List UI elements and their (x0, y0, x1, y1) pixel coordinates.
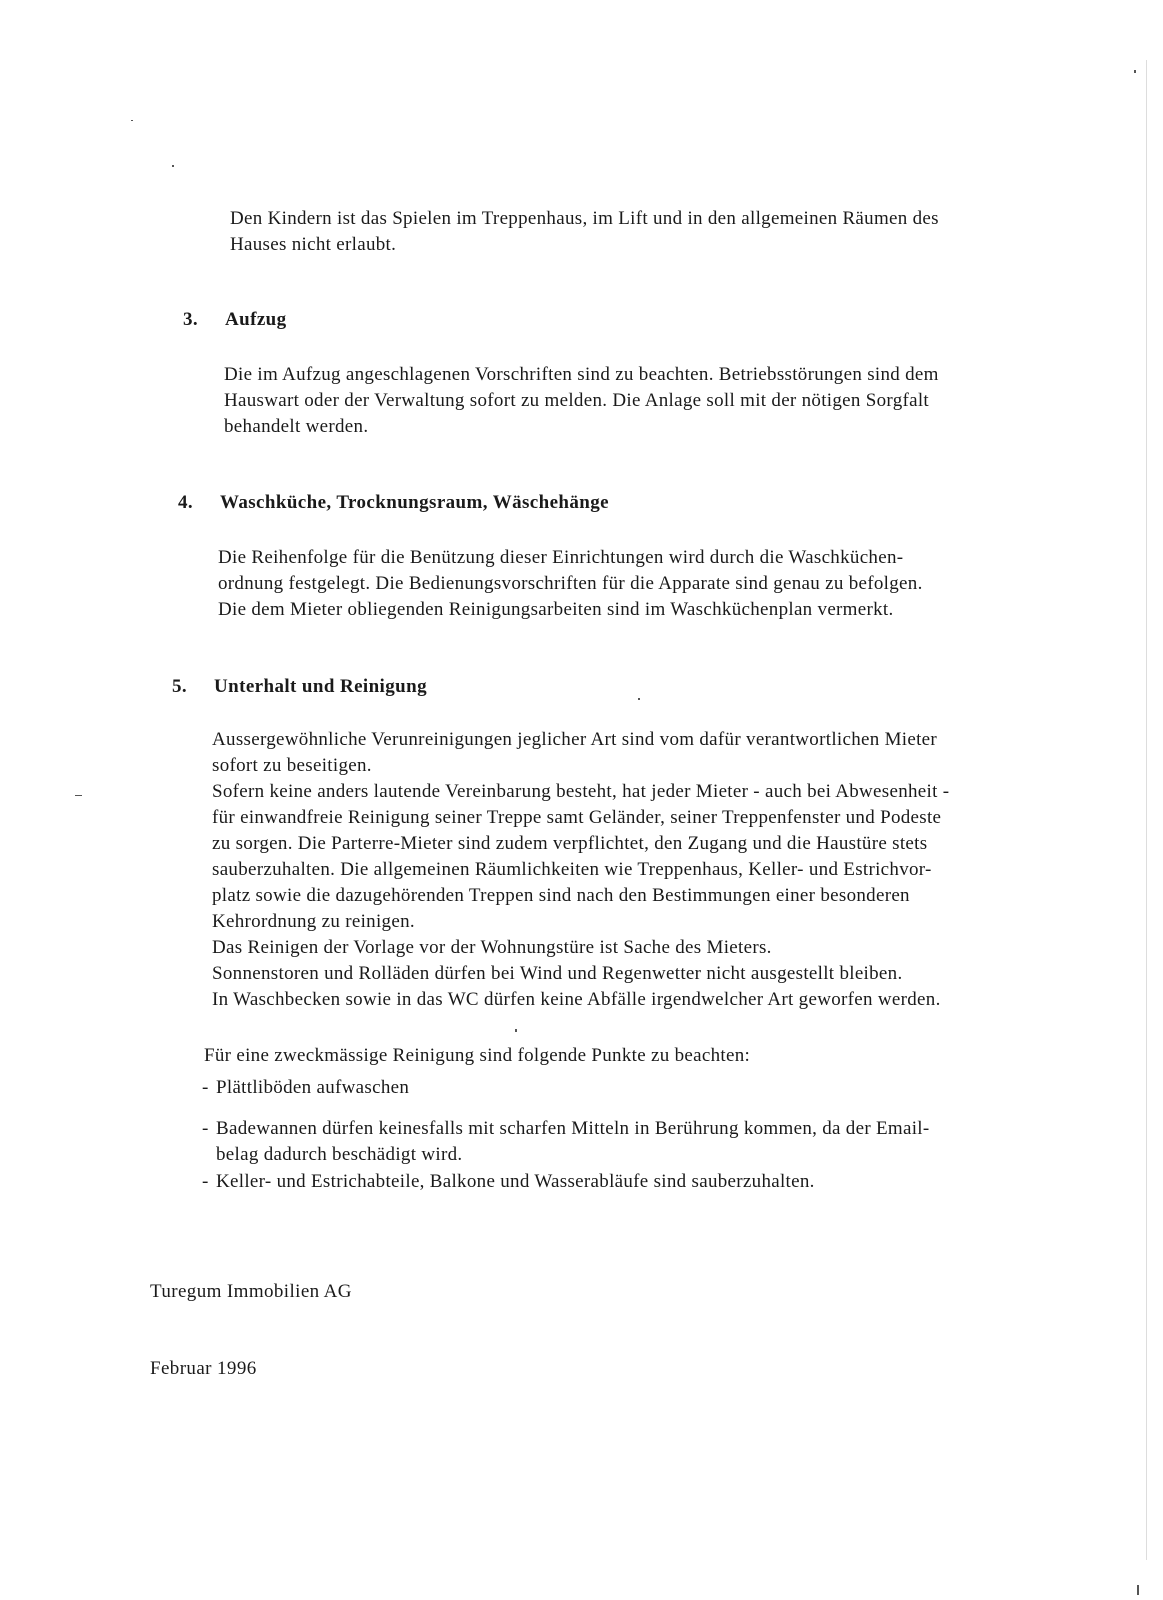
section-3-paragraph (224, 362, 1064, 440)
section-4-number: 4. (178, 492, 194, 513)
section-3-line: Hauswart oder der Verwaltung sofort zu melden. Die Anlage soll mit der nötigen Sorgfalt (224, 390, 930, 411)
list-item-text: Keller- und Estrichabteile, Balkone und Wasserabläufe sind sauberzuhalten. (216, 1171, 815, 1192)
section-5-line: zu sorgen. Die Parterre-Mieter sind zudem verpflichtet, den Zugang und die Haustüre stets (212, 833, 928, 854)
list-item (202, 1116, 930, 1168)
document-date: Februar 1996 (150, 1358, 257, 1379)
section-3-title: Aufzug (225, 309, 287, 330)
section-5-line: platz sowie die dazugehörenden Treppen sind nach den Bestimmungen einer besonderen (212, 885, 910, 906)
list-item (202, 1169, 815, 1195)
section-4-line: Die dem Mieter obliegenden Reinigungsarbeiten sind im Waschküchenplan vermerkt. (218, 599, 894, 620)
scan-speck (75, 795, 82, 796)
section-5-heading (172, 676, 427, 698)
section-5-line: In Waschbecken sowie in das WC dürfen keine Abfälle irgendwelcher Art geworfen werden. (212, 989, 941, 1010)
bullet-dash: - (202, 1077, 209, 1098)
section-3-heading (183, 309, 287, 331)
intro-line: Den Kindern ist das Spielen im Treppenhaus, im Lift und in den allgemeinen Räumen des (230, 208, 939, 229)
company-name: Turegum Immobilien AG (150, 1281, 352, 1302)
section-5-line: Sonnenstoren und Rolläden dürfen bei Wind und Regenwetter nicht ausgestellt bleiben. (212, 963, 903, 984)
scan-speck (1137, 1585, 1139, 1595)
section-5-line: Kehrordnung zu reinigen. (212, 911, 415, 932)
scan-speck (172, 165, 174, 167)
section-5-line: sauberzuhalten. Die allgemeinen Räumlichkeiten wie Treppenhaus, Keller- und Estrichvor- (212, 859, 932, 880)
scan-edge-line (1146, 60, 1147, 1560)
bullet-dash: - (202, 1118, 209, 1139)
points-intro (204, 1043, 1044, 1069)
intro-line: Hauses nicht erlaubt. (230, 234, 397, 255)
section-5-title: Unterhalt und Reinigung (214, 676, 427, 697)
section-5-line: sofort zu beseitigen. (212, 755, 372, 776)
scan-speck (515, 1029, 517, 1032)
scan-speck (638, 698, 640, 700)
section-5-line: Das Reinigen der Vorlage vor der Wohnungstüre ist Sache des Mieters. (212, 937, 772, 958)
bullet-dash: - (202, 1171, 209, 1192)
scan-speck (131, 120, 133, 121)
list-item-text: Plättliböden aufwaschen (216, 1077, 410, 1098)
section-4-heading (178, 492, 609, 514)
section-4-paragraph (218, 545, 1058, 623)
section-5-paragraph (212, 727, 1052, 1013)
section-5-line: für einwandfreie Reinigung seiner Treppe samt Geländer, seiner Treppenfenster und Podeste (212, 807, 942, 828)
section-3-line: Die im Aufzug angeschlagenen Vorschriften sind zu beachten. Betriebsstörungen sind dem (224, 364, 939, 385)
list-item (202, 1075, 409, 1101)
intro-paragraph (230, 206, 1070, 258)
section-5-number: 5. (172, 676, 188, 697)
list-item-text: belag dadurch beschädigt wird. (216, 1144, 463, 1165)
section-4-line: ordnung festgelegt. Die Bedienungsvorschriften für die Apparate sind genau zu befolgen. (218, 573, 923, 594)
section-5-line: Sofern keine anders lautende Vereinbarung besteht, hat jeder Mieter - auch bei Abwesenheit - (212, 781, 950, 802)
section-4-line: Die Reihenfolge für die Benützung dieser Einrichtungen wird durch die Waschküchen- (218, 547, 904, 568)
points-intro-text: Für eine zweckmässige Reinigung sind folgende Punkte zu beachten: (204, 1045, 751, 1066)
scan-speck (1134, 70, 1136, 73)
list-item-text: Badewannen dürfen keinesfalls mit scharfen Mitteln in Berührung kommen, da der Email- (216, 1118, 930, 1139)
section-3-line: behandelt werden. (224, 416, 369, 437)
section-3-number: 3. (183, 309, 199, 330)
section-4-title: Waschküche, Trocknungsraum, Wäschehänge (220, 492, 609, 513)
section-5-line: Aussergewöhnliche Verunreinigungen jeglicher Art sind vom dafür verantwortlichen Mieter (212, 729, 938, 750)
